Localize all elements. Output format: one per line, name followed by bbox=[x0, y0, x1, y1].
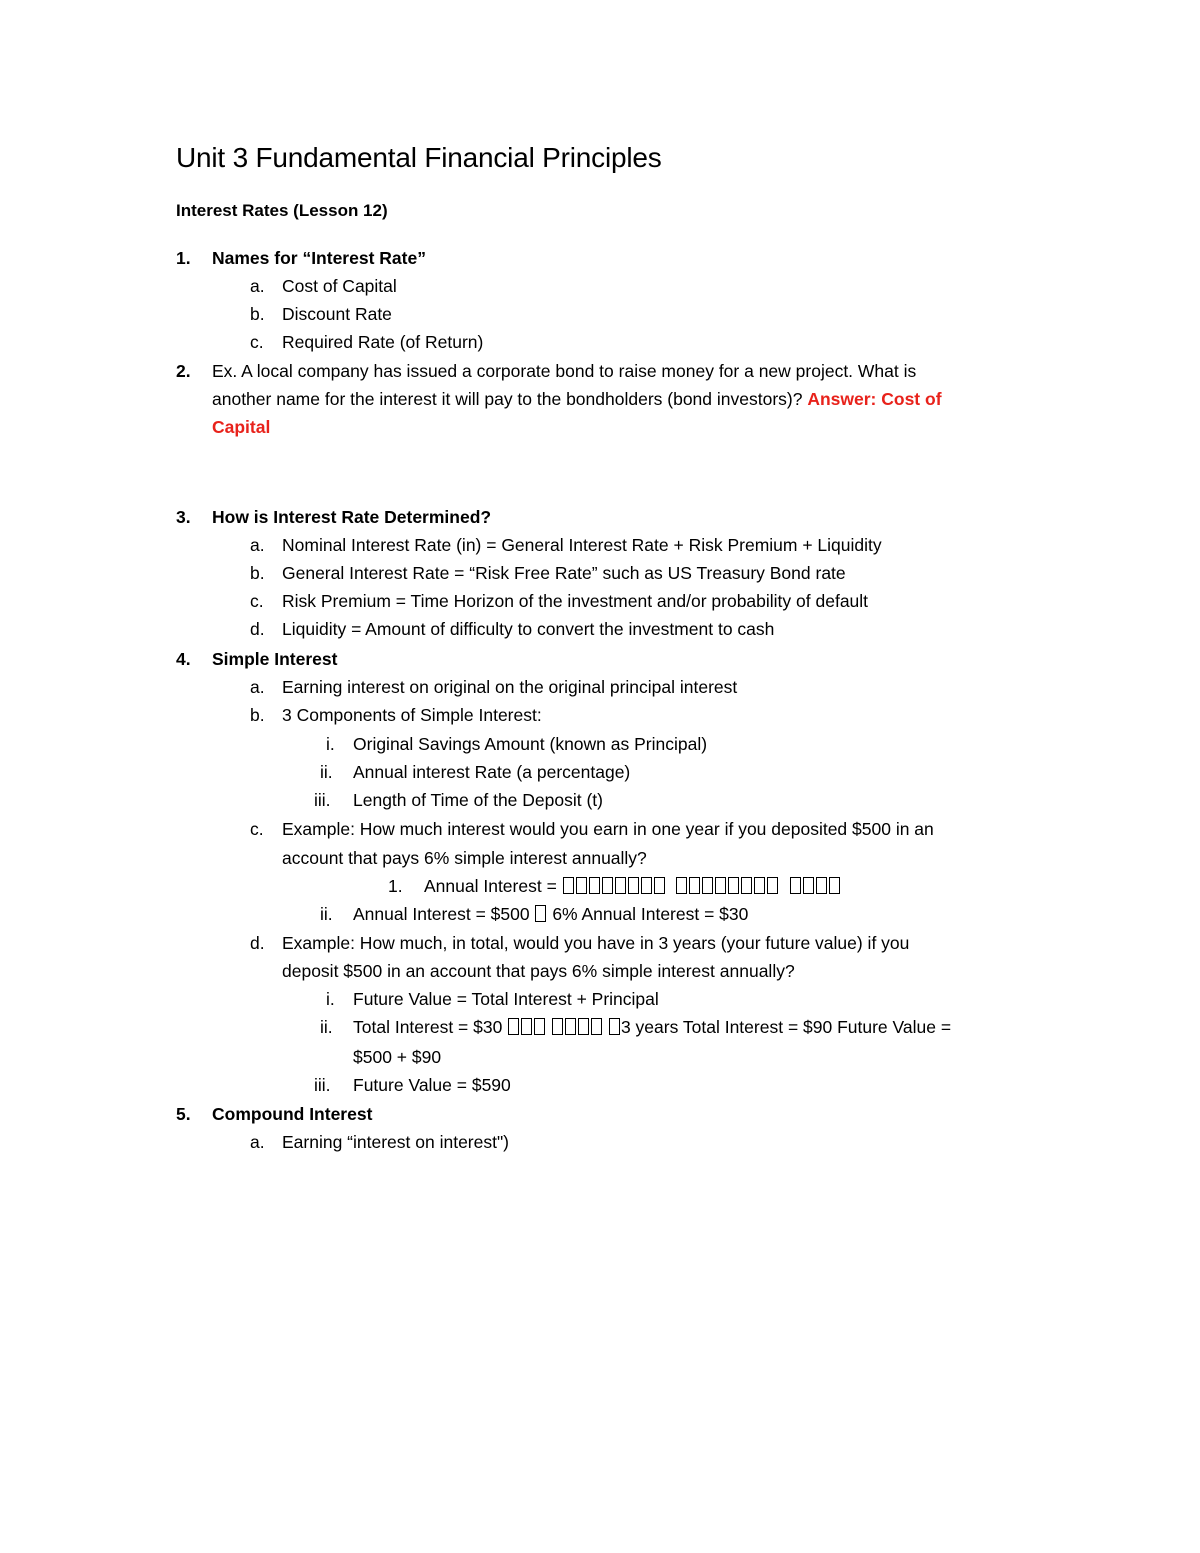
list-item: Example: How much, in total, would you have in 3 years (your future value) if you bbox=[282, 933, 910, 953]
list-heading: Names for “Interest Rate” bbox=[212, 248, 426, 268]
list-item: Required Rate (of Return) bbox=[282, 332, 484, 352]
list-number: 3. bbox=[176, 507, 191, 527]
list-item: Example: How much interest would you earn in one year if you deposited $500 in an bbox=[282, 819, 934, 839]
list-item: Annual interest Rate (a percentage) bbox=[353, 762, 631, 782]
list-item: Future Value = $590 bbox=[353, 1075, 511, 1095]
list-marker: a. bbox=[250, 1132, 265, 1152]
formula-line bbox=[353, 1013, 951, 1041]
formula-line bbox=[353, 900, 748, 928]
list-item: Length of Time of the Deposit (t) bbox=[353, 790, 603, 810]
missing-glyph-boxes bbox=[507, 1017, 621, 1037]
list-item: Risk Premium = Time Horizon of the investment and/or probability of default bbox=[282, 591, 869, 611]
formula-text: 6% Annual Interest = $30 bbox=[547, 904, 749, 924]
list-item: Liquidity = Amount of difficulty to convert the investment to cash bbox=[282, 619, 775, 639]
list-marker: iii. bbox=[314, 1075, 331, 1095]
page-title: Unit 3 Fundamental Financial Principles bbox=[176, 142, 662, 173]
list-number: 4. bbox=[176, 649, 191, 669]
list-marker: b. bbox=[250, 705, 265, 725]
list-marker: c. bbox=[250, 819, 264, 839]
list-marker: c. bbox=[250, 591, 264, 611]
missing-glyph-boxes bbox=[562, 876, 841, 896]
question-text: another name for the interest it will pay to the bondholders (bond investors)? bbox=[212, 389, 808, 409]
list-heading: How is Interest Rate Determined? bbox=[212, 507, 492, 527]
section-subtitle: Interest Rates (Lesson 12) bbox=[176, 201, 388, 220]
formula-label: Annual Interest = bbox=[424, 876, 562, 896]
list-item: Earning interest on original on the original principal interest bbox=[282, 677, 738, 697]
list-marker: a. bbox=[250, 276, 265, 296]
list-marker: ii. bbox=[320, 762, 333, 782]
list-number: 5. bbox=[176, 1104, 191, 1124]
list-item: Discount Rate bbox=[282, 304, 392, 324]
list-item-continued: deposit $500 in an account that pays 6% simple interest annually? bbox=[282, 961, 795, 981]
list-heading: Compound Interest bbox=[212, 1104, 373, 1124]
list-marker: iii. bbox=[314, 790, 331, 810]
formula-text: Total Interest = $30 bbox=[353, 1017, 508, 1037]
list-item: 3 Components of Simple Interest: bbox=[282, 705, 542, 725]
list-item: Original Savings Amount (known as Principal) bbox=[353, 734, 708, 754]
list-item-continued: account that pays 6% simple interest annually? bbox=[282, 848, 647, 868]
list-item-continued bbox=[212, 385, 942, 413]
list-marker: d. bbox=[250, 619, 265, 639]
list-marker: b. bbox=[250, 563, 265, 583]
missing-glyph-box bbox=[535, 905, 546, 922]
list-marker: i. bbox=[326, 989, 335, 1009]
list-item: Nominal Interest Rate (in) = General Interest Rate + Risk Premium + Liquidity bbox=[282, 535, 882, 555]
formula-line bbox=[424, 872, 841, 900]
list-marker: 1. bbox=[388, 876, 403, 896]
list-marker: a. bbox=[250, 677, 265, 697]
list-number: 1. bbox=[176, 248, 191, 268]
list-number: 2. bbox=[176, 361, 191, 381]
list-marker: i. bbox=[326, 734, 335, 754]
answer-text: Capital bbox=[212, 417, 271, 437]
answer-text: Answer: Cost of bbox=[807, 389, 942, 409]
list-marker: d. bbox=[250, 933, 265, 953]
list-item: General Interest Rate = “Risk Free Rate” such as US Treasury Bond rate bbox=[282, 563, 846, 583]
list-item-continued: $500 + $90 bbox=[353, 1047, 442, 1067]
formula-text: 3 years Total Interest = $90 Future Value = bbox=[620, 1017, 952, 1037]
list-item: Earning “interest on interest") bbox=[282, 1132, 510, 1152]
list-item: Future Value = Total Interest + Principal bbox=[353, 989, 659, 1009]
list-marker: a. bbox=[250, 535, 265, 555]
list-marker: c. bbox=[250, 332, 264, 352]
formula-text: Annual Interest = $500 bbox=[353, 904, 535, 924]
list-marker: ii. bbox=[320, 1017, 333, 1037]
list-item: Cost of Capital bbox=[282, 276, 397, 296]
list-marker: ii. bbox=[320, 904, 333, 924]
list-item: Ex. A local company has issued a corporate bond to raise money for a new project. What is bbox=[212, 361, 917, 381]
list-heading: Simple Interest bbox=[212, 649, 338, 669]
list-marker: b. bbox=[250, 304, 265, 324]
